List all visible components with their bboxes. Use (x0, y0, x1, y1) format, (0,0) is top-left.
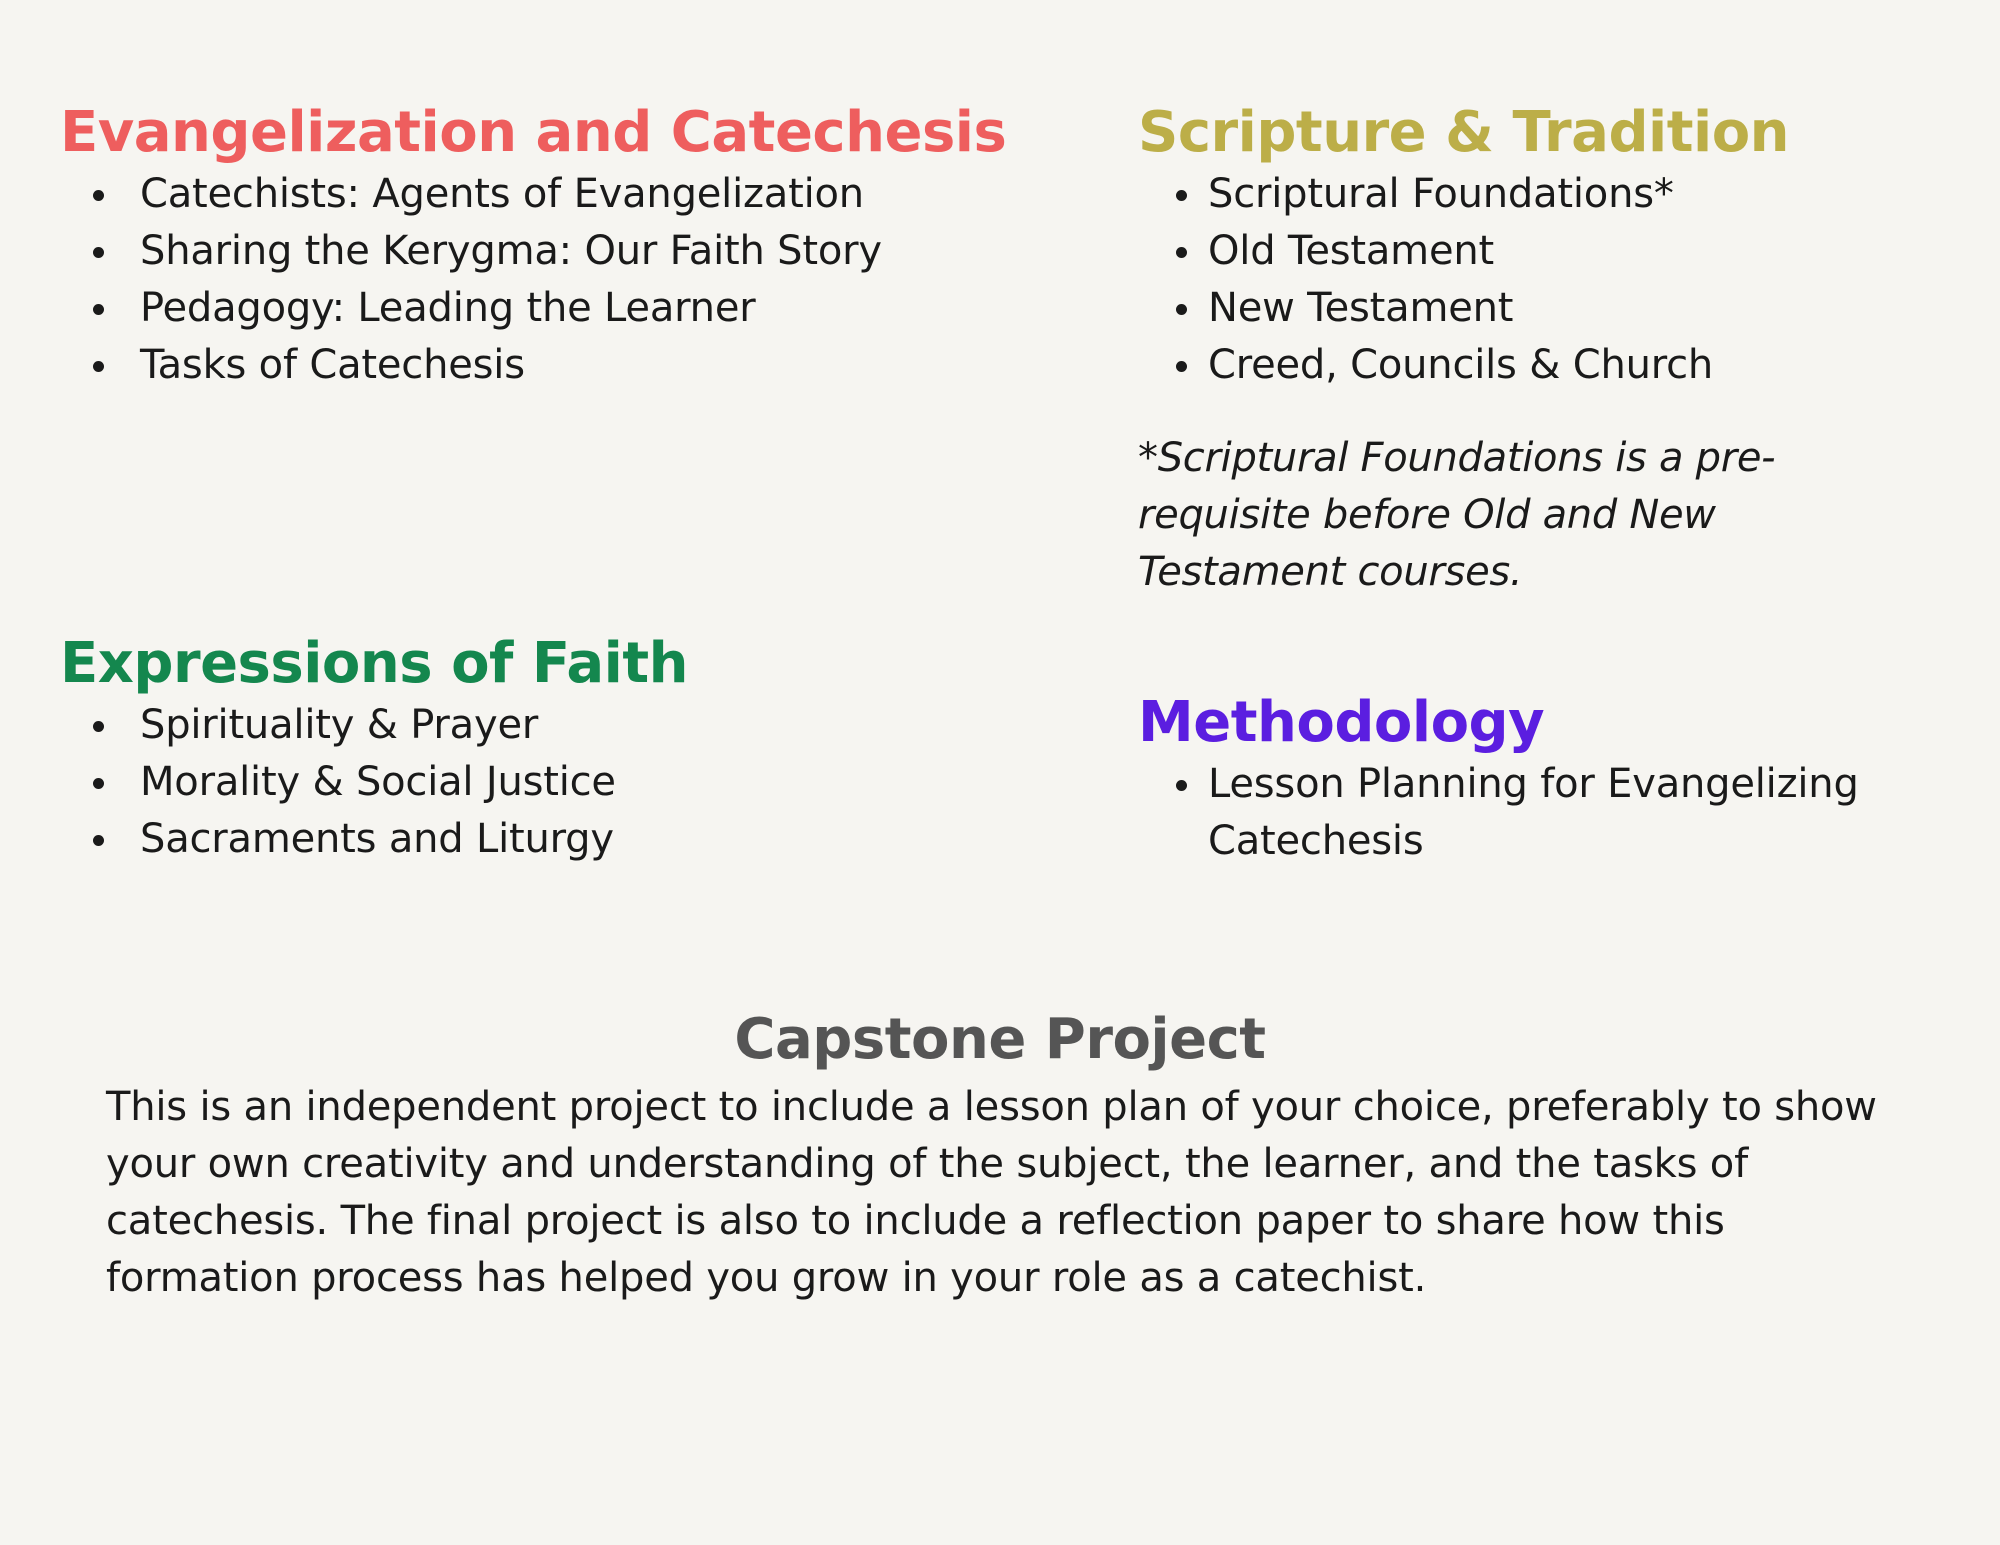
heading-expressions-of-faith: Expressions of Faith (60, 631, 689, 696)
list-item-label: Old Testament (1208, 228, 1494, 274)
bullet-icon (93, 361, 104, 372)
course-list-methodology (1138, 756, 1908, 870)
list-item (60, 754, 688, 811)
course-list-evangelization (60, 166, 1006, 394)
list-item (60, 697, 688, 754)
list-item-label: Creed, Councils & Church (1208, 342, 1714, 388)
section-capstone-project (0, 1007, 2000, 1307)
list-item (1138, 280, 1789, 337)
list-item (60, 223, 1006, 280)
list-item-label: Sacraments and Liturgy (140, 816, 614, 862)
list-item-label: Morality & Social Justice (140, 759, 616, 805)
list-item-label: Pedagogy: Leading the Learner (140, 285, 756, 331)
list-item-label: Catechists: Agents of Evangelization (140, 171, 864, 217)
bullet-icon (93, 190, 104, 201)
bullet-icon (1176, 190, 1187, 201)
list-item-label: New Testament (1208, 285, 1514, 331)
list-item-label: Lesson Planning for Evangelizing Catechesis (1208, 761, 1859, 864)
heading-capstone-project: Capstone Project (734, 1007, 1266, 1072)
bullet-icon (93, 778, 104, 789)
heading-evangelization-catechesis: Evangelization and Catechesis (60, 100, 1007, 165)
section-methodology (1138, 690, 1908, 870)
list-item (1138, 223, 1789, 280)
list-item (1138, 166, 1789, 223)
list-item (60, 337, 1006, 394)
heading-methodology: Methodology (1138, 690, 1545, 755)
course-list-scripture (1138, 166, 1789, 394)
list-item (60, 811, 688, 868)
bullet-icon (1176, 780, 1187, 791)
heading-scripture-tradition: Scripture & Tradition (1138, 100, 1790, 165)
list-item (60, 166, 1006, 223)
list-item (1138, 756, 1908, 870)
list-item (1138, 337, 1789, 394)
bullet-icon (1176, 361, 1187, 372)
bullet-icon (93, 247, 104, 258)
section-scripture-tradition (1138, 100, 1789, 394)
bullet-icon (1176, 247, 1187, 258)
section-expressions-of-faith (60, 631, 688, 868)
capstone-description: This is an independent project to include a lesson plan of your choice, preferably to show your own creativity and understanding of the subject, the learner, and the tasks of catechesis. The final project is also to include a reflection paper to share how this formation process has helped you grow in your role as a catechist. (106, 1084, 1877, 1301)
bullet-icon (1176, 304, 1187, 315)
list-item-label: Scriptural Foundations* (1208, 171, 1674, 217)
list-item-label: Spirituality & Prayer (140, 702, 539, 748)
section-evangelization-catechesis (60, 100, 1006, 394)
list-item (60, 280, 1006, 337)
list-item-label: Tasks of Catechesis (140, 342, 525, 388)
course-list-faith (60, 697, 688, 868)
bullet-icon (93, 304, 104, 315)
bullet-icon (93, 835, 104, 846)
list-item-label: Sharing the Kerygma: Our Faith Story (140, 228, 882, 274)
scripture-prerequisite-footnote: *Scriptural Foundations is a pre-requisite before Old and New Testament courses. (1138, 435, 1776, 595)
bullet-icon (93, 721, 104, 732)
